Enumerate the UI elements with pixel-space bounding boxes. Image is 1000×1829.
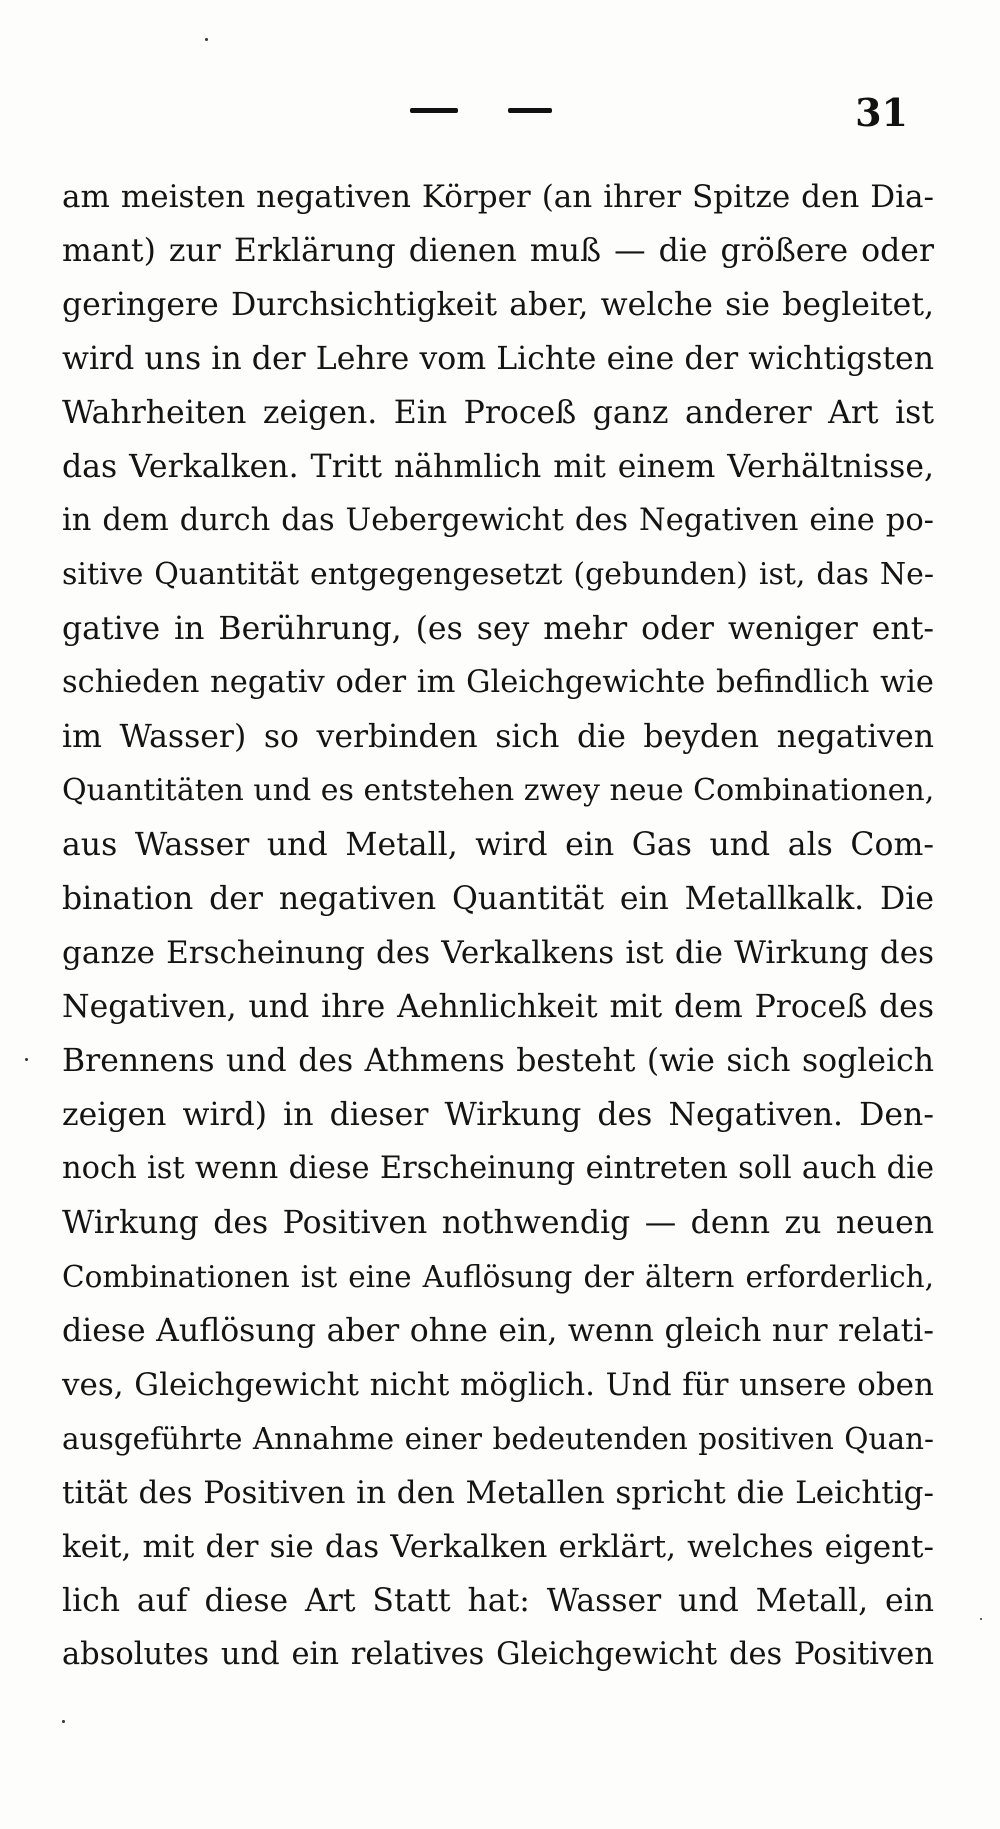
print-speck <box>62 1720 65 1723</box>
text-line: das Verkalken. Tritt nähmlich mit einem Verhältnisse, <box>62 449 934 485</box>
page-number: 31 <box>855 90 908 135</box>
text-line: diese Auflösung aber ohne ein, wenn gleich nur relati- <box>62 1313 934 1349</box>
text-line: Brennens und des Athmens besteht (wie sich sogleich <box>62 1043 934 1079</box>
text-line: Negativen, und ihre Aehnlichkeit mit dem Proceß des <box>62 989 934 1025</box>
text-line: Wirkung des Positiven nothwendig — denn zu neuen <box>62 1205 934 1241</box>
text-line: Quantitäten und es entstehen zwey neue Combinationen, <box>62 773 934 808</box>
text-line: noch ist wenn diese Erscheinung eintreten soll auch die <box>62 1151 934 1186</box>
text-line: ganze Erscheinung des Verkalkens ist die Wirkung des <box>62 935 934 971</box>
text-line: aus Wasser und Metall, wird ein Gas und als Com- <box>62 827 934 863</box>
header-rule-left <box>410 108 458 113</box>
text-line: bination der negativen Quantität ein Metallkalk. Die <box>62 881 934 917</box>
text-line: keit, mit der sie das Verkalken erklärt, welches eigent- <box>62 1529 934 1565</box>
text-line: lich auf diese Art Statt hat: Wasser und Metall, ein <box>62 1583 934 1619</box>
text-line: sitive Quantität entgegengesetzt (gebunden) ist, das Ne- <box>62 557 934 592</box>
text-line: mant) zur Erklärung dienen muß — die größere oder <box>62 233 934 269</box>
text-line: ves, Gleichgewicht nicht möglich. Und für unsere oben <box>62 1367 934 1403</box>
text-line: absolutes und ein relatives Gleichgewicht des Positiven <box>62 1637 934 1672</box>
text-line: Wahrheiten zeigen. Ein Proceß ganz anderer Art ist <box>62 395 934 431</box>
text-line: wird uns in der Lehre vom Lichte eine der wichtigsten <box>62 341 934 377</box>
text-line: tität des Positiven in den Metallen spricht die Leichtig- <box>62 1475 934 1511</box>
text-line: in dem durch das Uebergewicht des Negativen eine po- <box>62 503 934 538</box>
body-text <box>62 170 934 1682</box>
text-line: geringere Durchsichtigkeit aber, welche sie begleitet, <box>62 287 934 323</box>
text-line: zeigen wird) in dieser Wirkung des Negativen. Den- <box>62 1097 934 1133</box>
print-speck <box>980 1618 982 1620</box>
print-speck <box>205 38 208 41</box>
text-line: ausgeführte Annahme einer bedeutenden positiven Quan- <box>62 1422 934 1456</box>
text-line: Combinationen ist eine Auflösung der ältern erforderlich, <box>62 1260 934 1294</box>
page-header <box>0 86 1000 136</box>
print-speck <box>25 1058 28 1061</box>
text-line: im Wasser) so verbinden sich die beyden negativen <box>62 719 934 755</box>
text-line: am meisten negativen Körper (an ihrer Spitze den Dia- <box>62 179 934 215</box>
text-line: gative in Berührung, (es sey mehr oder weniger ent- <box>62 611 934 647</box>
text-line: schieden negativ oder im Gleichgewichte befindlich wie <box>62 665 934 700</box>
header-rule-right <box>508 108 552 113</box>
